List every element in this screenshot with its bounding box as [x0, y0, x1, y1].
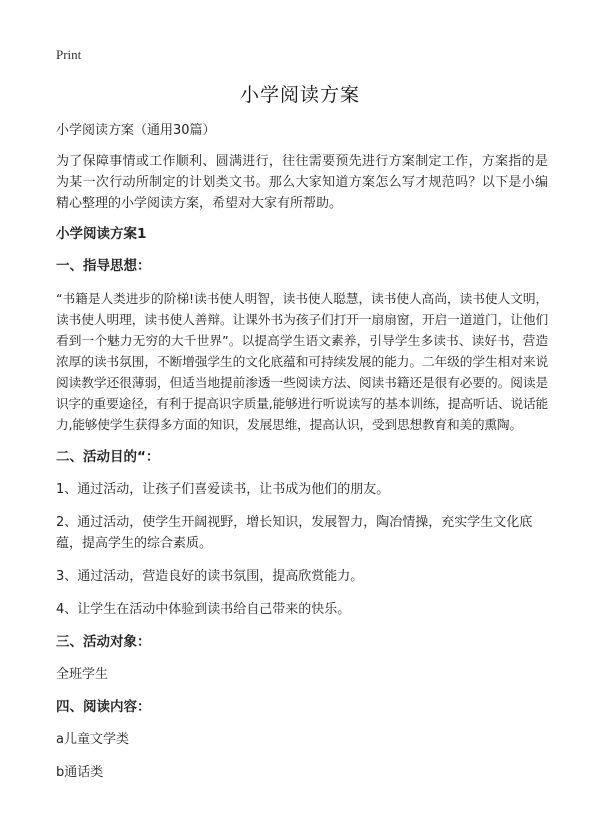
purpose-item: 2、通过活动，使学生开阔视野，增长知识，发展智力，陶冶情操，充实学生文化底蕴，提高学生的综合素质。: [56, 515, 533, 551]
content-item: a儿童文学类: [56, 732, 129, 747]
purpose-item: 3、通过活动，营造良好的读书氛围，提高欣赏能力。: [56, 569, 364, 584]
content-heading: 四、阅读内容：: [56, 699, 151, 715]
guiding-paragraph: “书籍是人类进步的阶梯!读书使人明智，读书使人聪慧，读书使人高尚，读书使人文明，读书使人明理，读书使人善辩。让课外书为孩子们打开一扇扇窗，开启一道道门，让他们看到一个魅力无穷的大千世界”。以提高学生语文素养，引导学生多读书、读好书，营造浓厚的读书氛围，不断增强学生的文化底蕴和可持续发展的能力。二年级的学生相对来说阅读教学还很薄弱，但适当地提前渗透一些阅读方法、阅读书籍还是很有必要的。阅读是识字的重要途径，有利于提高识字质量,能够进行听说读写的基本训练，提高听话、说话能力,能够使学生获得多方面的知识，发展思维，提高认识，受到思想教育和美的熏陶。: [56, 291, 548, 432]
page-title: 小学阅读方案: [239, 84, 360, 106]
purpose-item: 4、让学生在活动中体验到读书给自己带来的快乐。: [56, 602, 351, 617]
purpose-heading: 二、活动目的“：: [56, 449, 160, 465]
audience-value: 全班学生: [56, 667, 109, 682]
intro-paragraph: 为了保障事情或工作顺利、圆满进行，往往需要预先进行方案制定工作，方案指的是为某一次行动所制定的计划类文书。那么大家知道方案怎么写才规范吗？以下是小编精心整理的小学阅读方案，希望对大家有所帮助。: [56, 154, 548, 211]
document-body: [56, 122, 548, 795]
purpose-item: 1、通过活动，让孩子们喜爱读书，让书成为他们的朋友。: [56, 482, 390, 497]
subtitle: 小学阅读方案（通用30篇）: [56, 123, 216, 138]
section-title: 小学阅读方案1: [56, 226, 147, 242]
guiding-heading: 一、指导思想：: [56, 258, 151, 274]
content-item: b通话类: [56, 765, 104, 780]
print-link[interactable]: Print: [56, 47, 82, 62]
audience-heading: 三、活动对象：: [56, 634, 151, 650]
